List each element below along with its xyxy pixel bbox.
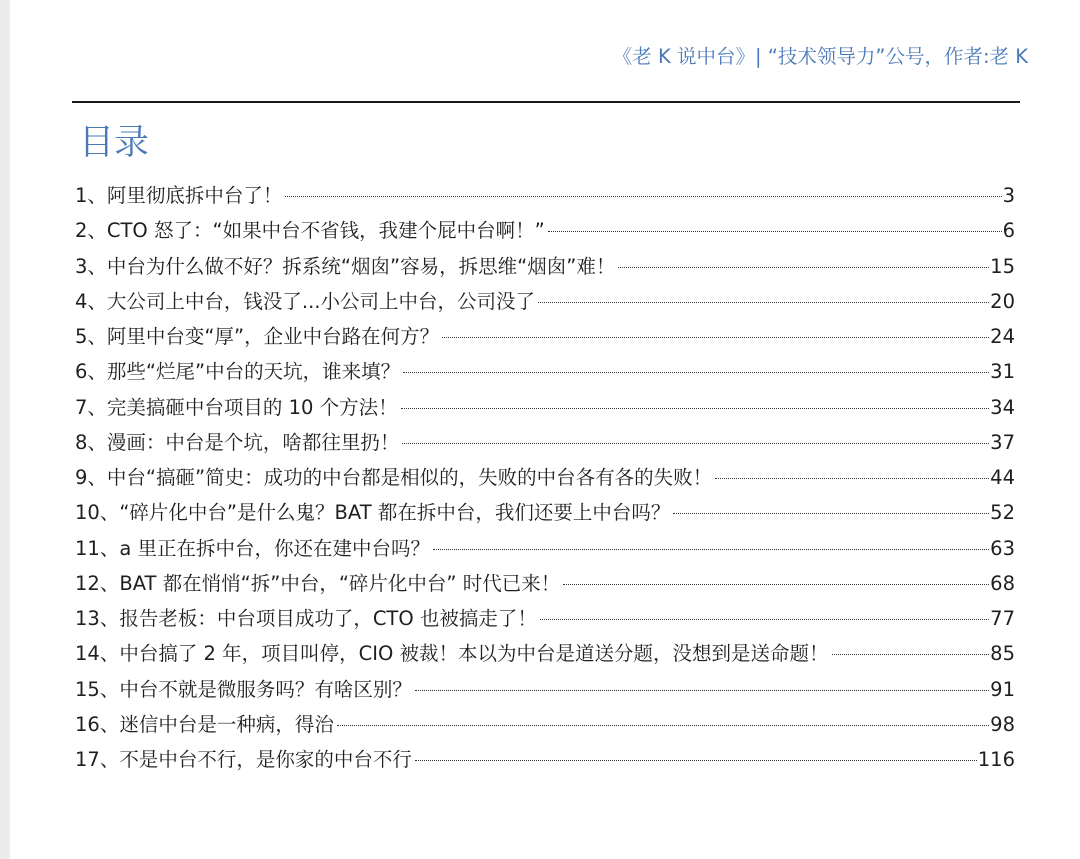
page-header: 《老 K 说中台》| “技术领导力”公号，作者:老 K — [612, 45, 1028, 68]
toc-entry[interactable] — [75, 672, 1015, 707]
toc-page-number: 85 — [990, 642, 1015, 666]
toc-page-number: 3 — [1002, 184, 1015, 207]
toc-entry-title: 10、“碎片化中台”是什么鬼？BAT 都在拆中台，我们还要上中台吗？ — [75, 501, 671, 525]
toc-page-number: 15 — [990, 254, 1015, 278]
toc-dot-leader — [415, 760, 977, 761]
toc-page-number: 6 — [1002, 219, 1015, 243]
toc-page-number: 77 — [990, 607, 1015, 630]
toc-entry-title: 17、不是中台不行，是你家的中台不行 — [75, 748, 412, 771]
toc-dot-leader — [415, 690, 989, 691]
toc-page-number: 31 — [990, 360, 1015, 384]
toc-page-number: 52 — [990, 501, 1015, 525]
toc-dot-leader — [540, 619, 989, 620]
toc-entry-title: 15、中台不就是微服务吗？有啥区别？ — [75, 677, 412, 701]
toc-entry-title: 1、阿里彻底拆中台了！ — [75, 184, 283, 207]
toc-entry[interactable] — [75, 531, 1015, 566]
toc-dot-leader — [285, 196, 1001, 197]
toc-page-number: 68 — [990, 571, 1015, 595]
toc-page-number: 98 — [990, 712, 1015, 736]
toc-page-number: 24 — [990, 325, 1015, 348]
toc-entry-title: 6、那些“烂尾”中台的天坑，谁来填？ — [75, 360, 401, 384]
toc-entry[interactable] — [75, 636, 1015, 671]
toc-page-number: 34 — [990, 395, 1015, 419]
toc-entry[interactable] — [75, 213, 1015, 248]
toc-entry[interactable] — [75, 284, 1015, 319]
toc-dot-leader — [538, 302, 989, 303]
toc-entry-title: 7、完美搞砸中台项目的 10 个方法！ — [75, 395, 398, 419]
toc-dot-leader — [433, 549, 989, 550]
toc-entry[interactable] — [75, 354, 1015, 389]
toc-dot-leader — [442, 337, 989, 338]
toc-dot-leader — [401, 408, 990, 409]
toc-entry[interactable] — [75, 390, 1015, 425]
toc-dot-leader — [715, 478, 989, 479]
toc-page-number: 20 — [990, 289, 1015, 313]
toc-entry[interactable] — [75, 707, 1015, 742]
toc-page-number: 116 — [977, 748, 1015, 771]
toc-entry-title: 4、大公司上中台，钱没了...小公司上中台，公司没了 — [75, 289, 536, 313]
toc-entry[interactable] — [75, 742, 1015, 777]
toc-dot-leader — [673, 513, 989, 514]
toc-page-number: 91 — [990, 677, 1015, 701]
toc-list — [75, 178, 1015, 777]
document-page — [10, 0, 1080, 859]
toc-entry[interactable] — [75, 601, 1015, 636]
toc-dot-leader — [563, 584, 989, 585]
toc-page-number: 63 — [990, 536, 1015, 560]
toc-entry[interactable] — [75, 460, 1015, 495]
toc-entry[interactable] — [75, 566, 1015, 601]
toc-dot-leader — [402, 443, 989, 444]
toc-entry-title: 5、阿里中台变“厚”，企业中台路在何方？ — [75, 325, 440, 348]
toc-entry-title: 16、迷信中台是一种病，得治 — [75, 712, 334, 736]
toc-entry-title: 3、中台为什么做不好？拆系统“烟囱”容易，拆思维“烟囱”难！ — [75, 254, 616, 278]
toc-page-number: 44 — [990, 466, 1015, 489]
toc-dot-leader — [618, 267, 989, 268]
toc-entry-title: 13、报告老板：中台项目成功了，CTO 也被搞走了！ — [75, 607, 537, 630]
toc-dot-leader — [337, 725, 989, 726]
toc-entry-title: 9、中台“搞砸”简史：成功的中台都是相似的，失败的中台各有各的失败！ — [75, 466, 713, 489]
toc-dot-leader — [548, 231, 1002, 232]
toc-dot-leader — [832, 654, 990, 655]
toc-entry[interactable] — [75, 178, 1015, 213]
header-rule — [72, 101, 1020, 103]
toc-entry[interactable] — [75, 425, 1015, 460]
toc-page-number: 37 — [990, 430, 1015, 454]
toc-entry-title: 14、中台搞了 2 年，项目叫停，CIO 被裁！本以为中台是道送分题，没想到是送命题！ — [75, 642, 829, 666]
toc-entry-title: 12、BAT 都在悄悄“拆”中台，“碎片化中台” 时代已来！ — [75, 571, 561, 595]
toc-title: 目录 — [79, 123, 150, 163]
toc-entry[interactable] — [75, 495, 1015, 530]
toc-entry[interactable] — [75, 319, 1015, 354]
toc-entry-title: 2、CTO 怒了：“如果中台不省钱，我建个屁中台啊！” — [75, 219, 545, 243]
toc-entry-title: 11、a 里正在拆中台，你还在建中台吗？ — [75, 536, 430, 560]
toc-entry[interactable] — [75, 249, 1015, 284]
toc-entry-title: 8、漫画：中台是个坑，啥都往里扔！ — [75, 430, 400, 454]
toc-dot-leader — [403, 372, 989, 373]
